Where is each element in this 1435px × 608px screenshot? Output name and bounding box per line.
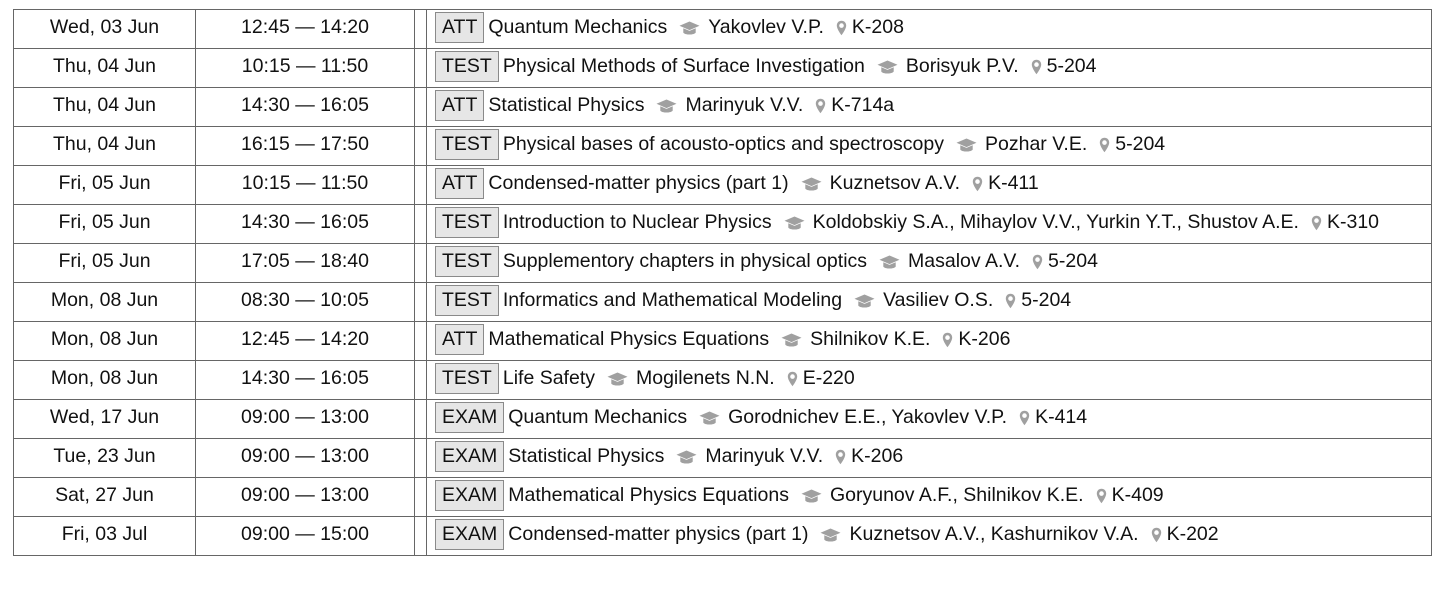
date-text: Mon, 08 Jun xyxy=(50,289,159,311)
date-cell xyxy=(14,322,196,361)
room-text: K-714a xyxy=(831,94,895,116)
room-text: K-411 xyxy=(988,172,1039,194)
graduation-cap-icon xyxy=(956,130,977,165)
map-marker-icon xyxy=(1096,481,1107,516)
spacer-cell xyxy=(415,10,427,49)
spacer-cell xyxy=(415,517,427,556)
time-text: 09:00 — 13:00 xyxy=(241,406,369,428)
event-type-badge: TEST xyxy=(435,246,499,277)
time-cell xyxy=(196,127,415,166)
teacher-text: Koldobskiy S.A., Mihaylov V.V., Yurkin Y.T., Shustov A.E. xyxy=(812,211,1299,233)
event-cell xyxy=(427,205,1432,244)
event-cell xyxy=(427,166,1432,205)
date-cell xyxy=(14,361,196,400)
spacer-cell xyxy=(415,478,427,517)
event-type-badge: TEST xyxy=(435,51,499,82)
time-text: 12:45 — 14:20 xyxy=(241,328,369,350)
graduation-cap-icon xyxy=(784,208,805,243)
spacer-cell xyxy=(415,127,427,166)
map-marker-icon xyxy=(815,91,826,126)
date-cell xyxy=(14,49,196,88)
graduation-cap-icon xyxy=(877,52,898,87)
event-type-badge: TEST xyxy=(435,207,499,238)
time-cell xyxy=(196,205,415,244)
date-cell xyxy=(14,283,196,322)
map-marker-icon xyxy=(835,442,846,477)
map-marker-icon xyxy=(1099,130,1110,165)
room-text: K-310 xyxy=(1326,211,1380,233)
teacher-text: Kuznetsov A.V. xyxy=(829,172,961,194)
spacer-cell xyxy=(415,400,427,439)
date-cell xyxy=(14,244,196,283)
spacer-cell xyxy=(415,205,427,244)
teacher-text: Mogilenets N.N. xyxy=(635,367,775,389)
event-type-badge: EXAM xyxy=(435,441,504,472)
subject-text: Condensed-matter physics (part 1) xyxy=(508,523,809,545)
date-text: Fri, 05 Jun xyxy=(58,250,151,272)
spacer-cell xyxy=(415,283,427,322)
schedule-row xyxy=(14,478,1432,517)
graduation-cap-icon xyxy=(607,364,628,399)
time-text: 10:15 — 11:50 xyxy=(241,172,369,194)
map-marker-icon xyxy=(972,169,983,204)
schedule-row xyxy=(14,166,1432,205)
date-text: Fri, 05 Jun xyxy=(58,172,151,194)
time-text: 08:30 — 10:05 xyxy=(241,289,369,311)
schedule-row xyxy=(14,49,1432,88)
event-cell xyxy=(427,88,1432,127)
map-marker-icon xyxy=(836,13,847,48)
time-cell xyxy=(196,166,415,205)
room-text: 5-204 xyxy=(1048,250,1098,272)
event-cell xyxy=(427,517,1432,556)
date-cell xyxy=(14,166,196,205)
room-text: K-206 xyxy=(851,445,904,467)
room-text: E-220 xyxy=(802,367,855,389)
room-text: K-208 xyxy=(851,16,904,38)
subject-text: Physical bases of acousto-optics and spectroscopy xyxy=(502,133,944,155)
event-type-badge: ATT xyxy=(435,168,484,199)
subject-text: Mathematical Physics Equations xyxy=(508,484,789,506)
subject-text: Physical Methods of Surface Investigation xyxy=(502,55,865,77)
event-cell xyxy=(427,400,1432,439)
schedule-row xyxy=(14,127,1432,166)
date-text: Tue, 23 Jun xyxy=(53,445,156,467)
time-text: 14:30 — 16:05 xyxy=(241,211,369,233)
subject-text: Quantum Mechanics xyxy=(508,406,688,428)
schedule-row xyxy=(14,517,1432,556)
subject-text: Statistical Physics xyxy=(488,94,645,116)
event-cell xyxy=(427,478,1432,517)
schedule-body xyxy=(14,10,1432,556)
graduation-cap-icon xyxy=(699,403,720,438)
map-marker-icon xyxy=(1311,208,1322,243)
event-type-badge: ATT xyxy=(435,324,484,355)
teacher-text: Marinyuk V.V. xyxy=(685,94,804,116)
subject-text: Mathematical Physics Equations xyxy=(488,328,770,350)
time-cell xyxy=(196,517,415,556)
subject-text: Introduction to Nuclear Physics xyxy=(502,211,772,233)
spacer-cell xyxy=(415,49,427,88)
date-cell xyxy=(14,10,196,49)
spacer-cell xyxy=(415,439,427,478)
date-cell xyxy=(14,205,196,244)
time-cell xyxy=(196,88,415,127)
event-type-badge: ATT xyxy=(435,90,484,121)
event-cell xyxy=(427,361,1432,400)
graduation-cap-icon xyxy=(854,286,875,321)
spacer-cell xyxy=(415,322,427,361)
event-type-badge: TEST xyxy=(435,363,499,394)
teacher-text: Borisyuk P.V. xyxy=(905,55,1019,77)
map-marker-icon xyxy=(1151,520,1162,555)
date-text: Thu, 04 Jun xyxy=(53,55,156,77)
time-cell xyxy=(196,361,415,400)
event-type-badge: ATT xyxy=(435,12,484,43)
schedule-row xyxy=(14,205,1432,244)
subject-text: Informatics and Mathematical Modeling xyxy=(502,289,843,311)
room-text: K-414 xyxy=(1035,406,1088,428)
room-text: K-202 xyxy=(1166,523,1219,545)
time-cell xyxy=(196,283,415,322)
date-text: Thu, 04 Jun xyxy=(53,94,156,116)
map-marker-icon xyxy=(942,325,953,360)
subject-text: Condensed-matter physics (part 1) xyxy=(488,172,789,194)
room-text: 5-204 xyxy=(1115,133,1166,155)
teacher-text: Vasiliev O.S. xyxy=(883,289,994,311)
teacher-text: Masalov A.V. xyxy=(908,250,1021,272)
graduation-cap-icon xyxy=(656,91,677,126)
date-text: Wed, 17 Jun xyxy=(49,406,160,428)
time-cell xyxy=(196,478,415,517)
time-cell xyxy=(196,400,415,439)
event-type-badge: TEST xyxy=(435,129,499,160)
schedule-row xyxy=(14,244,1432,283)
date-cell xyxy=(14,439,196,478)
subject-text: Life Safety xyxy=(502,367,595,389)
teacher-text: Shilnikov K.E. xyxy=(810,328,931,350)
date-text: Fri, 03 Jul xyxy=(61,523,148,545)
map-marker-icon xyxy=(1032,247,1043,282)
room-text: K-206 xyxy=(958,328,1011,350)
date-cell xyxy=(14,517,196,556)
date-text: Thu, 04 Jun xyxy=(53,133,156,155)
subject-text: Quantum Mechanics xyxy=(488,16,668,38)
schedule-row xyxy=(14,361,1432,400)
event-type-badge: EXAM xyxy=(435,480,504,511)
room-text: 5-204 xyxy=(1046,55,1097,77)
time-text: 09:00 — 15:00 xyxy=(241,523,369,545)
spacer-cell xyxy=(415,88,427,127)
map-marker-icon xyxy=(1031,52,1042,87)
map-marker-icon xyxy=(787,364,798,399)
teacher-text: Marinyuk V.V. xyxy=(705,445,824,467)
teacher-text: Pozhar V.E. xyxy=(985,133,1088,155)
graduation-cap-icon xyxy=(676,442,697,477)
event-cell xyxy=(427,439,1432,478)
event-cell xyxy=(427,127,1432,166)
subject-text: Statistical Physics xyxy=(508,445,665,467)
date-cell xyxy=(14,88,196,127)
time-text: 09:00 — 13:00 xyxy=(241,484,369,506)
graduation-cap-icon xyxy=(801,481,822,516)
event-cell xyxy=(427,49,1432,88)
spacer-cell xyxy=(415,166,427,205)
date-cell xyxy=(14,127,196,166)
schedule-table xyxy=(13,9,1432,556)
event-type-badge: EXAM xyxy=(435,519,504,550)
spacer-cell xyxy=(415,244,427,283)
graduation-cap-icon xyxy=(781,325,802,360)
time-text: 10:15 — 11:50 xyxy=(241,55,369,77)
date-cell xyxy=(14,478,196,517)
schedule-row xyxy=(14,88,1432,127)
time-text: 14:30 — 16:05 xyxy=(241,94,369,116)
date-text: Wed, 03 Jun xyxy=(49,16,160,38)
event-cell xyxy=(427,322,1432,361)
time-text: 14:30 — 16:05 xyxy=(241,367,369,389)
time-text: 16:15 — 17:50 xyxy=(241,133,369,155)
date-text: Mon, 08 Jun xyxy=(50,367,159,389)
date-cell xyxy=(14,400,196,439)
event-type-badge: EXAM xyxy=(435,402,504,433)
event-type-badge: TEST xyxy=(435,285,499,316)
time-cell xyxy=(196,244,415,283)
schedule-row xyxy=(14,322,1432,361)
graduation-cap-icon xyxy=(679,13,700,48)
map-marker-icon xyxy=(1005,286,1016,321)
teacher-text: Goryunov A.F., Shilnikov K.E. xyxy=(829,484,1084,506)
schedule-row xyxy=(14,283,1432,322)
time-text: 17:05 — 18:40 xyxy=(241,250,369,272)
schedule-row xyxy=(14,400,1432,439)
event-cell xyxy=(427,244,1432,283)
date-text: Sat, 27 Jun xyxy=(55,484,154,506)
room-text: 5-204 xyxy=(1021,289,1072,311)
time-text: 12:45 — 14:20 xyxy=(241,16,369,38)
teacher-text: Gorodnichev E.E., Yakovlev V.P. xyxy=(728,406,1008,428)
date-text: Mon, 08 Jun xyxy=(50,328,159,350)
time-cell xyxy=(196,10,415,49)
room-text: K-409 xyxy=(1111,484,1164,506)
time-cell xyxy=(196,439,415,478)
date-text: Fri, 05 Jun xyxy=(58,211,151,233)
subject-text: Supplementory chapters in physical optics xyxy=(502,250,868,272)
event-cell xyxy=(427,283,1432,322)
schedule-row xyxy=(14,10,1432,49)
map-marker-icon xyxy=(1019,403,1030,438)
graduation-cap-icon xyxy=(801,169,822,204)
graduation-cap-icon xyxy=(879,247,900,282)
schedule-row xyxy=(14,439,1432,478)
graduation-cap-icon xyxy=(820,520,841,555)
time-cell xyxy=(196,322,415,361)
spacer-cell xyxy=(415,361,427,400)
time-text: 09:00 — 13:00 xyxy=(241,445,369,467)
event-cell xyxy=(427,10,1432,49)
time-cell xyxy=(196,49,415,88)
teacher-text: Yakovlev V.P. xyxy=(708,16,824,38)
teacher-text: Kuznetsov A.V., Kashurnikov V.A. xyxy=(849,523,1139,545)
